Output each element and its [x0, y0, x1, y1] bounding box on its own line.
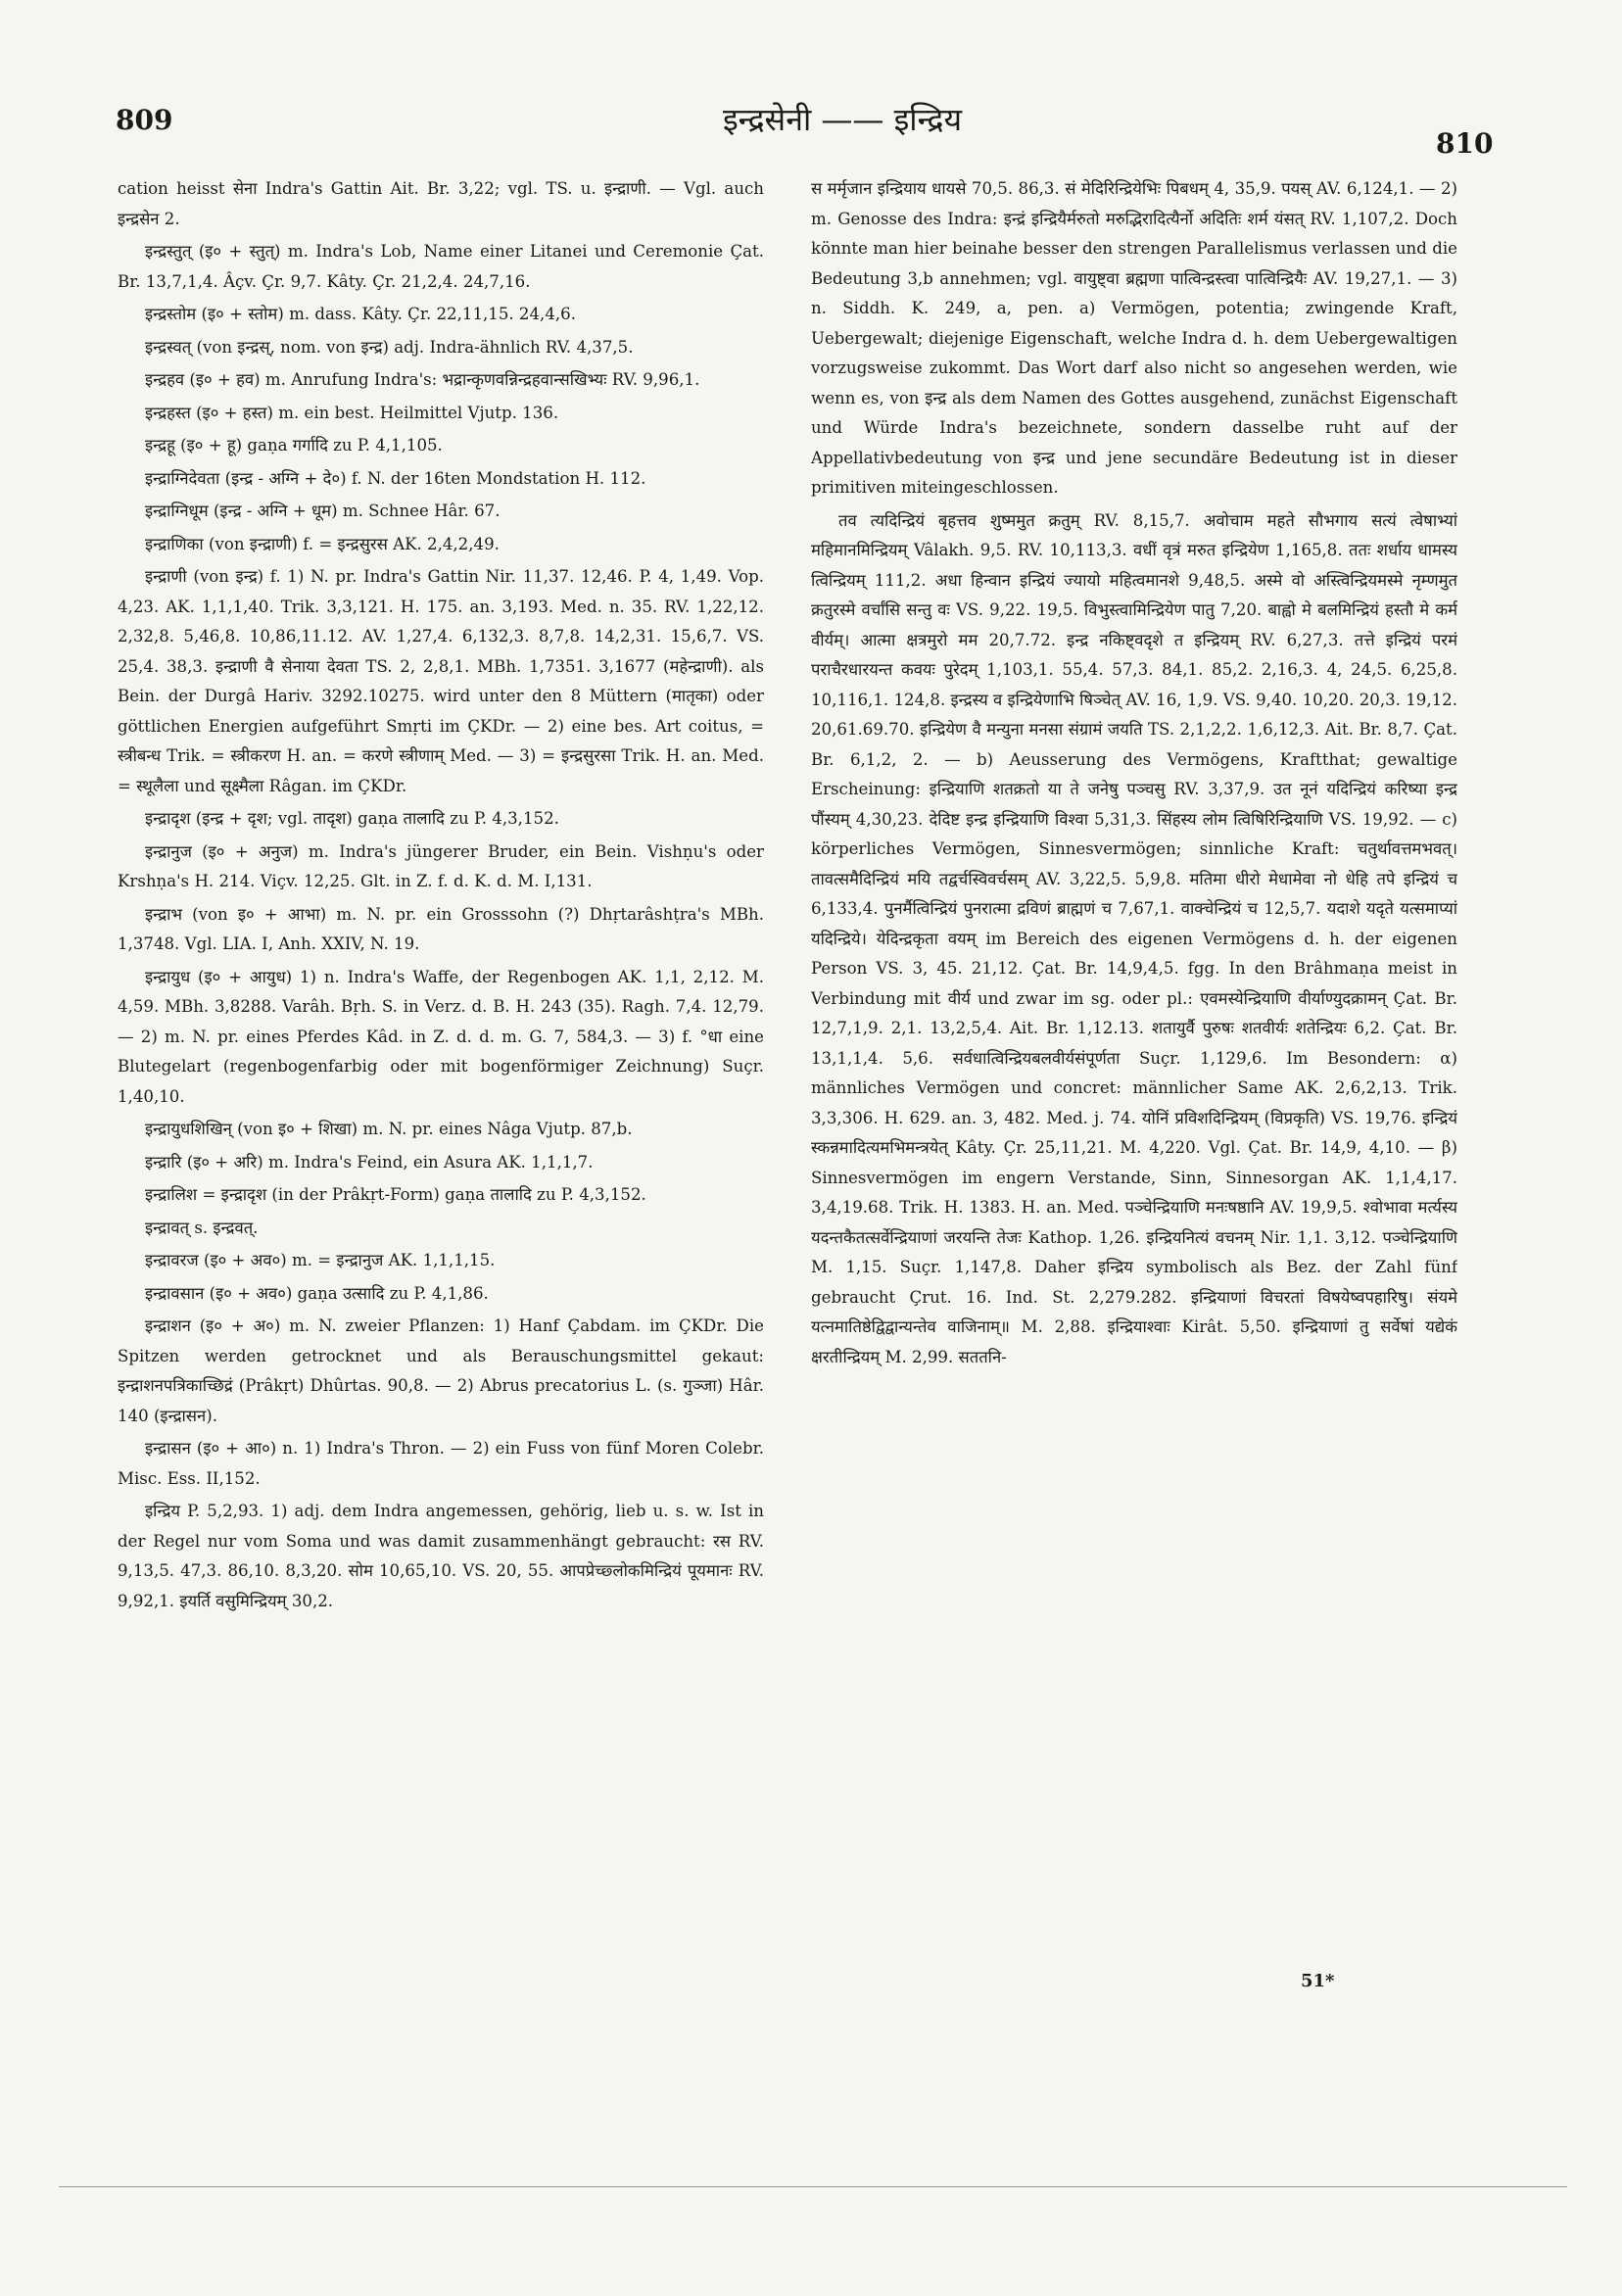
left-column-entry: cation heisst सेना Indra's Gattin Ait. Br. 3,22; vgl. TS. u. इन्द्राणी. — Vgl. auch इन्द्रसेन 2.: [118, 179, 764, 228]
sheet-signature: 51*: [1301, 1971, 1335, 1991]
left-column-entry: इन्द्राशन (इ० + अ०) m. N. zweier Pflanzen: 1) Hanf Çabdam. im ÇKDr. Die Spitzen werden getrocknet und als Berauschungsmittel gekaut: इन्द्राशनपत्रिकाच्छिद्रं (Prâkṛt) Dhûrtas. 90,8. — 2) Abrus precatorius L. (s. गुञ्जा) Hâr. 140 (इन्द्रासन).: [118, 1316, 764, 1425]
page-number-left: 809: [116, 104, 173, 136]
left-column-entry: इन्द्राग्निधूम (इन्द्र - अग्नि + धूम) m. Schnee Hâr. 67.: [145, 502, 501, 520]
left-column-entry: इन्द्रस्तोम (इ० + स्तोम) m. dass. Kâty. Çr. 22,11,15. 24,4,6.: [145, 305, 576, 323]
left-column-entry: इन्द्राणिका (von इन्द्राणी) f. = इन्द्रसुरस AK. 2,4,2,49.: [145, 534, 500, 553]
running-head: इन्द्रसेनी —— इन्द्रिय: [722, 101, 963, 138]
right-column: [811, 174, 1457, 1947]
left-column-entry: इन्द्रहस्त (इ० + हस्त) m. ein best. Heilmittel Vjutp. 136.: [145, 403, 559, 422]
left-column-entry: इन्द्रानुज (इ० + अनुज) m. Indra's jüngerer Bruder, ein Bein. Vishṇu's oder Krshṇa's H. 214. Viçv. 12,25. Glt. in Z. f. d. K. d. M. I,131.: [118, 841, 764, 890]
left-column: [118, 174, 764, 1947]
page-header: [0, 0, 1622, 160]
left-column-entry: इन्द्रहू (इ० + हू) gaṇa गर्गादि zu P. 4,1,105.: [145, 436, 443, 454]
page-number-right: 810: [1436, 127, 1494, 160]
left-column-entry: इन्द्रस्तुत् (इ० + स्तुत्) m. Indra's Lob, Name einer Litanei und Ceremonie Çat. Br. 13,7,1,4. Âçv. Çr. 9,7. Kâty. Çr. 21,2,4. 24,7,16.: [118, 242, 764, 291]
left-column-entry: इन्द्रावसान (इ० + अव०) gaṇa उत्सादि zu P. 4,1,86.: [145, 1283, 489, 1303]
right-column-entry: तव त्यदिन्द्रियं बृहत्तव शुष्ममुत क्रतुम् RV. 8,15,7. अवोचाम महते सौभगाय सत्यं त्वेषाभ्यां महिमानमिन्द्रियम् Vâlakh. 9,5. RV. 10,113,3. वधीं वृत्रं मरुत इन्द्रियेण 1,165,8. ततः शर्धाय धामस्य त्विन्द्रियम् 111,2. अधा हिन्वान इन्द्रियं ज्यायो महित्वमानशे 9,48,5. अस्मे वो अस्त्विन्द्रियमस्मे नृम्णमुत क्रतुरस्मे वर्चांसि सन्तु वः VS. 9,22. 19,5. विभुस्त्वामिन्द्रियेण पातु 7,20. बाह्वो मे बलमिन्द्रियं हस्तौ मे कर्म वीर्यम्। आत्मा क्षत्रमुरो मम 20,7.72. इन्द्र नकिष्ट्वदृशे त इन्द्रियम् RV. 6,27,3. तत्ते इन्द्रियं परमं पराचैरधारयन्त कवयः पुरेदम् 1,103,1. 55,4. 57,3. 84,1. 85,2. 2,16,3. 4, 24,5. 6,25,8. 10,116,1. 124,8. इन्द्रस्य व इन्द्रियेणाभि षिञ्चेत् AV. 16, 1,9. VS. 9,40. 10,20. 20,3. 19,12. 20,61.69.70. इन्द्रियेण वै मन्युना मनसा संग्रामं जयति TS. 2,1,2,2. 1,6,12,3. Ait. Br. 8,7. Çat. Br. 6,1,2, 2. — b) Aeusserung des Vermögens, Kraftthat; gewaltige Erscheinung: इन्द्रियाणि शतक्रतो या ते जनेषु पञ्चसु RV. 3,37,9. उत नूनं यदिन्द्रियं करिष्या इन्द्र पौंस्यम् 4,30,23. देदिष्ट इन्द्र इन्द्रियाणि विश्वा 5,31,3. सिंहस्य लोम त्विषिरिन्द्रियाणि VS. 19,92. — c) körperliches Vermögen, Sinnesvermögen; sinnliche Kraft: चतुर्थावत्तमभवत्। तावत्समैदिन्द्रियं मयि तद्वर्चस्विवर्चसम् AV. 3,22,5. 5,9,8. मतिमा धीरो मेधामेवा नो धेहि तपे इन्द्रियं च 6,133,4. पुनर्मैत्विन्द्रियं पुनरात्मा द्रविणं ब्राह्मणं च 7,67,1. वाक्चेन्द्रियं च 12,5,7. यदाशे यदृते यत्समाप्यां यदिन्द्रिये। येदिन्द्रकृता वयम् im Bereich des eigenen Vermögens d. h. der eigenen Person VS. 3, 45. 21,12. Çat. Br. 14,9,4,5. fgg. In den Brâhmaṇa meist in Verbindung mit वीर्य und zwar im sg. oder pl.: एवमस्येन्द्रियाणि वीर्याण्युदक्रामन् Çat. Br. 12,7,1,9. 2,1. 13,2,5,4. Ait. Br. 1,12.13. शतायुर्वै पुरुषः शतवीर्यः शतेन्द्रियः 6,2. Çat. Br. 13,1,1,4. 5,6. सर्वधात्विन्द्रियबलवीर्यसंपूर्णता Suçr. 1,129,6. Im Besondern: α) männliches Vermögen und concret: männlicher Same AK. 2,6,2,13. Trik. 3,3,306. H. 629. an. 3, 482. Med. j. 74. योनिं प्रविशदिन्द्रियम् (विप्रकृति) VS. 19,76. इन्द्रियं स्कन्नमादित्यमभिमन्त्रयेत् Kâty. Çr. 25,11,21. M. 4,220. Vgl. Çat. Br. 14,9, 4,10. — β) Sinnesvermögen im engern Verstande, Sinn, Sinnesorgan AK. 1,1,4,17. 3,4,19.68. Trik. H. 1383. H. an. Med. पञ्चेन्द्रियाणि मनःषष्ठानि AV. 19,9,5. श्वोभावा मर्त्यस्य यदन्तकैतत्सर्वेन्द्रियाणां जरयन्ति तेजः Kathop. 1,26. इन्द्रियनित्यं वचनम् Nir. 1,1. 3,12. पञ्चेन्द्रियाणि M. 1,15. Suçr. 1,147,8. Daher इन्द्रिय symbolisch als Bez. der Zahl fünf gebraucht Çrut. 16. Ind. St. 2,279.282. इन्द्रियाणां विचरतां विषयेष्वपहारिषु। संयमे यत्नमातिष्ठेद्विद्वान्यन्तेव वाजिनाम्॥ M. 2,88. इन्द्रियाश्वाः Kirât. 5,50. इन्द्रियाणां तु सर्वेषां यद्येकं क्षरतीन्द्रियम् M. 2,99. सततनि-: [811, 510, 1457, 1366]
left-column-entry: इन्द्रायुध (इ० + आयुध) 1) n. Indra's Waffe, der Regenbogen AK. 1,1, 2,12. M. 4,59. MBh. 3,8288. Varâh. Bṛh. S. in Verz. d. B. H. 243 (35). Ragh. 7,4. 12,79. — 2) m. N. pr. eines Pferdes Kâd. in Z. d. d. m. G. 7, 584,3. — 3) f. °धा eine Blutegelart (regenbogenfarbig oder mit bogenförmiger Zeichnung) Suçr. 1,40,10.: [118, 967, 764, 1106]
left-column-entry: इन्द्रिय P. 5,2,93. 1) adj. dem Indra angemessen, gehörig, lieb u. s. w. Ist in der Regel nur vom Soma und was damit zusammenhängt gebraucht: रस RV. 9,13,5. 47,3. 86,10. 8,3,20. सोम 10,65,10. VS. 20, 55. आपप्रेच्छ्लोकमिन्द्रियं पूयमानः RV. 9,92,1. इयर्ति वसुमिन्द्रियम् 30,2.: [118, 1502, 764, 1610]
left-column-entry: इन्द्रावरज (इ० + अव०) m. = इन्द्रानुज AK. 1,1,1,15.: [145, 1251, 496, 1269]
left-column-entry: इन्द्रायुधशिखिन् (von इ० + शिखा) m. N. pr. eines Nâga Vjutp. 87,b.: [145, 1120, 633, 1138]
bottom-rule: [59, 2186, 1567, 2187]
left-column-entry: इन्द्रावत् s. इन्द्रवत्.: [145, 1218, 259, 1237]
left-column-entry: इन्द्रासन (इ० + आ०) n. 1) Indra's Thron. — 2) ein Fuss von fünf Moren Colebr. Misc. Ess. II,152.: [118, 1439, 764, 1488]
left-column-entry: इन्द्रादृश (इन्द्र + दृश; vgl. तादृश) gaṇa तालादि zu P. 4,3,152.: [145, 809, 559, 828]
left-column-entry: इन्द्राभ (von इ० + आभा) m. N. pr. ein Grosssohn (?) Dhṛtarâshṭra's MBh. 1,3748. Vgl. LIA. I, Anh. XXIV, N. 19.: [118, 904, 764, 953]
left-column-entry: इन्द्रहव (इ० + हव) m. Anrufung Indra's: भद्रान्कृणवन्निन्द्रहवान्सखिभ्यः RV. 9,96,1.: [145, 370, 700, 389]
left-column-entry: इन्द्रारि (इ० + अरि) m. Indra's Feind, ein Asura AK. 1,1,1,7.: [145, 1152, 594, 1172]
left-column-entry: इन्द्रालिश = इन्द्रादृश (in der Prâkṛt-Form) gaṇa तालादि zu P. 4,3,152.: [145, 1185, 646, 1204]
left-column-entry: इन्द्राणी (von इन्द्र) f. 1) N. pr. Indra's Gattin Nir. 11,37. 12,46. P. 4, 1,49. Vop. 4,23. AK. 1,1,1,40. Trik. 3,3,121. H. 175. an. 3,193. Med. n. 35. RV. 1,22,12. 2,32,8. 5,46,8. 10,86,11.12. AV. 1,27,4. 6,132,3. 8,7,8. 14,2,31. 15,6,7. VS. 25,4. 38,3. इन्द्राणी वै सेनाया देवता TS. 2, 2,8,1. MBh. 1,7351. 3,1677 (महेन्द्राणी). als Bein. der Durgâ Hariv. 3292.10275. wird unter den 8 Müttern (मातृका) oder göttlichen Energien aufgeführt Smṛti im ÇKDr. — 2) eine bes. Art coitus, = स्त्रीबन्ध Trik. = स्त्रीकरण H. an. = करणे स्त्रीणाम् Med. — 3) = इन्द्रसुरसा Trik. H. an. Med. = स्थूलैला und सूक्ष्मैला Râgan. im ÇKDr.: [118, 567, 764, 795]
left-column-entry: इन्द्राग्निदेवता (इन्द्र - अग्नि + दे०) f. N. der 16ten Mondstation H. 112.: [145, 468, 646, 488]
right-column-entry: स मर्मृजान इन्द्रियाय धायसे 70,5. 86,3. सं मेदिरिन्द्रियेभिः पिबधम् 4, 35,9. पयस् AV. 6,124,1. — 2) m. Genosse des Indra: इन्द्रं इन्द्रियैर्मरुतो मरुद्भिरादित्यैर्नो अदितिः शर्म यंसत् RV. 1,107,2. Doch könnte man hier beinahe besser den strengen Parallelismus verlassen und die Bedeutung 3,b annehmen; vgl. वायुष्ट्वा ब्रह्मणा पात्विन्द्रस्त्वा पात्विन्द्रियैः AV. 19,27,1. — 3) n. Siddh. K. 249, a, pen. a) Vermögen, potentia; zwingende Kraft, Uebergewalt; diejenige Eigenschaft, welche Indra d. h. dem Uebergewaltigen vorzugsweise zukommt. Das Wort darf also nicht so angesehen werden, wie wenn es, von इन्द्र als dem Namen des Gottes ausgehend, zunächst Eigenschaft und Würde Indra's bezeichnete, sondern dasselbe ruht auf der Appellativbedeutung von इन्द्र und jene secundäre Bedeutung ist in dieser primitiven miteingeschlossen.: [811, 179, 1457, 497]
left-column-entry: इन्द्रस्वत् (von इन्द्रस्, nom. von इन्द्र) adj. Indra-ähnlich RV. 4,37,5.: [145, 337, 634, 357]
